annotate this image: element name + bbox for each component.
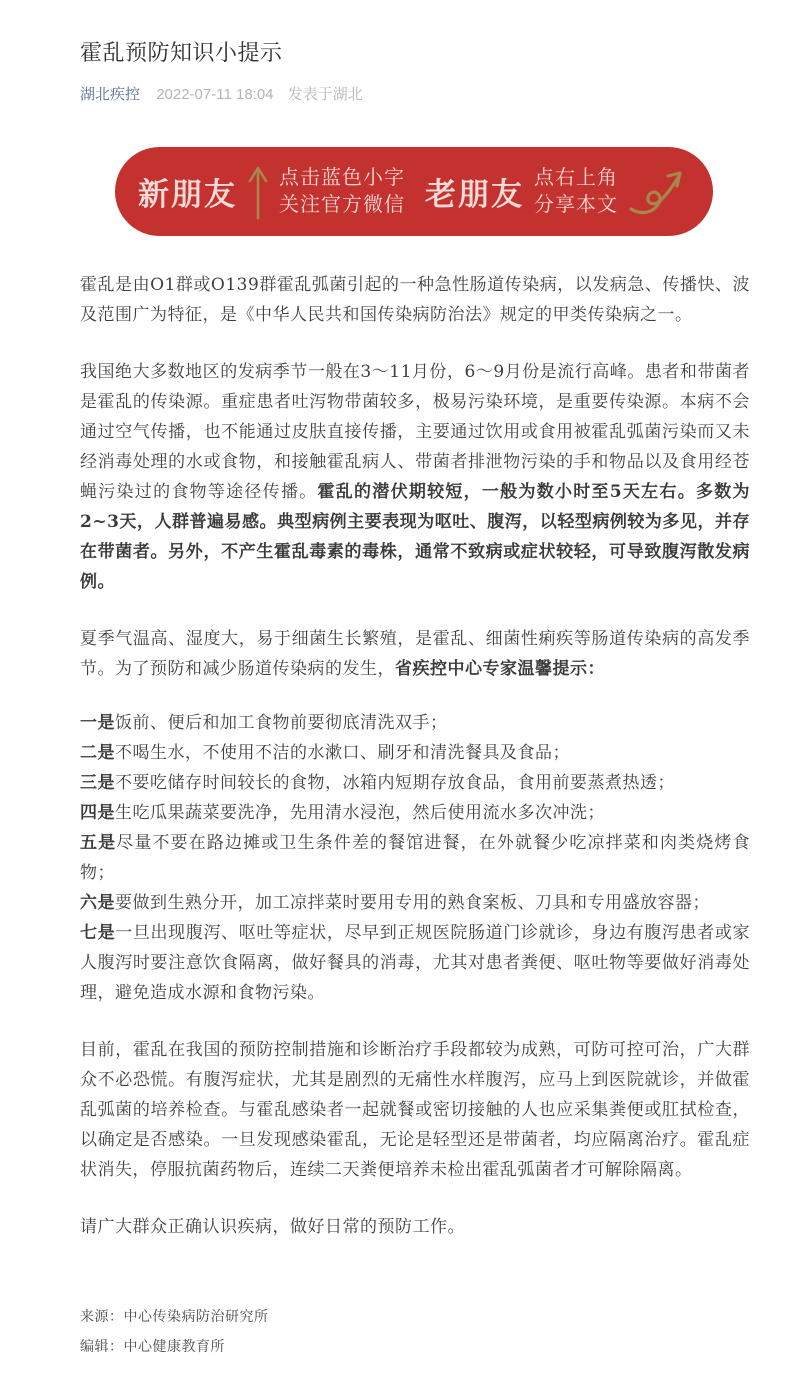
- tip-6-prefix: 六是: [80, 893, 115, 913]
- tip-7-prefix: 七是: [80, 923, 116, 943]
- article-meta: [80, 84, 750, 105]
- transmission-text: 我国绝大多数地区的发病季节一般在3～11月份，6～9月份是流行高峰。患者和带菌者是霍乱的传染源。重症患者吐泻物带菌较多，极易污染环境，是重要传染源。本病不会通过空气传播，也不能通过皮肤直接传播，主要通过饮用或食用被霍乱弧菌污染而又未经消毒处理的水或食物，和接触霍乱病人、带菌者排泄物污染的手和物品以及食用经苍蝇污染过的食物等途径传播。: [80, 362, 750, 502]
- new-friends-caption: [279, 165, 405, 219]
- editor-line: 编辑：中心健康教育所: [80, 1339, 225, 1355]
- tip-3-text: 不要吃储存时间较长的食物，冰箱内短期存放食品，食用前要蒸煮热透；: [115, 773, 675, 793]
- tip-4-text: 生吃瓜果蔬菜要洗净，先用清水浸泡，然后使用流水多次冲洗；: [115, 803, 605, 823]
- tip-2-text: 不喝生水，不使用不洁的水漱口、刷牙和清洗餐具及食品；: [115, 743, 570, 763]
- old-friends-caption-line1: 点右上角: [534, 166, 618, 189]
- tip-5-text: 尽量不要在路边摊或卫生条件差的餐馆进餐，在外就餐少吃凉拌菜和肉类烧烤食物；: [80, 833, 750, 883]
- tip-4-prefix: 四是: [80, 803, 115, 823]
- old-friends-label: 老朋友: [425, 177, 524, 212]
- up-arrow-icon: [247, 163, 269, 221]
- source-line: 来源：中心传染病防治研究所: [80, 1309, 269, 1325]
- article-body: [80, 270, 750, 1362]
- old-friends-caption-line2: 分享本文: [534, 193, 618, 216]
- old-friends-caption: [534, 165, 618, 219]
- summer-text: 夏季气温高、湿度大，易于细菌生长繁殖，是霍乱、细菌性痢疾等肠道传染病的高发季节。为了预防和减少肠道传染病的发生，: [80, 629, 750, 679]
- incubation-bold-text: 霍乱的潜伏期较短，一般为数小时至5天左右。多数为2~3天，人群普遍易感。典型病例主要表现为呕吐、腹泻，以轻型病例较为多见，并存在带菌者。另外，不产生霍乱毒素的毒株，通常不致病或症状较轻，可导致腹泻散发病例。: [80, 482, 751, 592]
- tip-1-text: 饭前、便后和加工食物前要彻底清洗双手；: [115, 713, 448, 733]
- follow-promo-banner: [115, 147, 713, 236]
- new-friends-caption-line1: 点击蓝色小字: [279, 166, 405, 189]
- tip-6-text: 要做到生熟分开，加工凉拌菜时要用专用的熟食案板、刀具和专用盛放容器；: [115, 893, 710, 913]
- page-title: 霍乱预防知识小提示: [80, 40, 283, 65]
- tip-5-prefix: 五是: [80, 833, 117, 853]
- tip-item-4: [80, 798, 750, 828]
- account-link[interactable]: 湖北疾控: [80, 86, 141, 103]
- control-text: 目前，霍乱在我国的预防控制措施和诊断治疗手段都较为成熟，可防可控可治，广大群众不必恐慌。有腹泻症状，尤其是剧烈的无痛性水样腹泻，应马上到医院就诊，并做霍乱弧菌的培养检查。与霍乱感染者一起就餐或密切接触的人也应采集粪便或肛拭检查，以确定是否感染。一旦发现感染霍乱，无论是轻型还是带菌者，均应隔离治疗。霍乱症状消失，停服抗菌药物后，连续二天粪便培养未检出霍乱弧菌者才可解除隔离。: [80, 1040, 750, 1180]
- publish-datetime: 2022-07-11 18:04: [156, 86, 274, 103]
- publish-location: 发表于湖北: [287, 86, 363, 103]
- intro-text: 霍乱是由O1群或O139群霍乱弧菌引起的一种急性肠道传染病，以发病急、传播快、波及范围广为特征，是《中华人民共和国传染病防治法》规定的甲类传染病之一。: [80, 275, 750, 325]
- intro-paragraph: [80, 270, 750, 330]
- tip-item-1: [80, 708, 750, 738]
- tip-1-prefix: 一是: [80, 713, 115, 733]
- tip-item-2: [80, 738, 750, 768]
- article-footer: [80, 1302, 750, 1362]
- expert-tip-lead: 省疾控中心专家温馨提示：: [395, 659, 605, 679]
- new-friends-caption-line2: 关注官方微信: [279, 193, 405, 216]
- tip-item-7: [80, 918, 750, 1008]
- tip-item-5: [80, 828, 750, 888]
- control-paragraph: [80, 1035, 750, 1185]
- closing-paragraph: [80, 1212, 750, 1242]
- tip-2-prefix: 二是: [80, 743, 115, 763]
- new-friends-label: 新朋友: [138, 177, 237, 212]
- tip-item-3: [80, 768, 750, 798]
- summer-paragraph: [80, 624, 750, 684]
- tip-item-6: [80, 888, 750, 918]
- share-curl-arrow-icon: [628, 166, 690, 218]
- transmission-paragraph: [80, 357, 750, 597]
- tip-7-text: 一旦出现腹泻、呕吐等症状，尽早到正规医院肠道门诊就诊，身边有腹泻患者或家人腹泻时要注意饮食隔离，做好餐具的消毒，尤其对患者粪便、呕吐物等要做好消毒处理，避免造成水源和食物污染。: [80, 923, 751, 1003]
- tips-list: [80, 708, 750, 1008]
- tip-3-prefix: 三是: [80, 773, 115, 793]
- closing-text: 请广大群众正确认识疾病，做好日常的预防工作。: [80, 1217, 465, 1237]
